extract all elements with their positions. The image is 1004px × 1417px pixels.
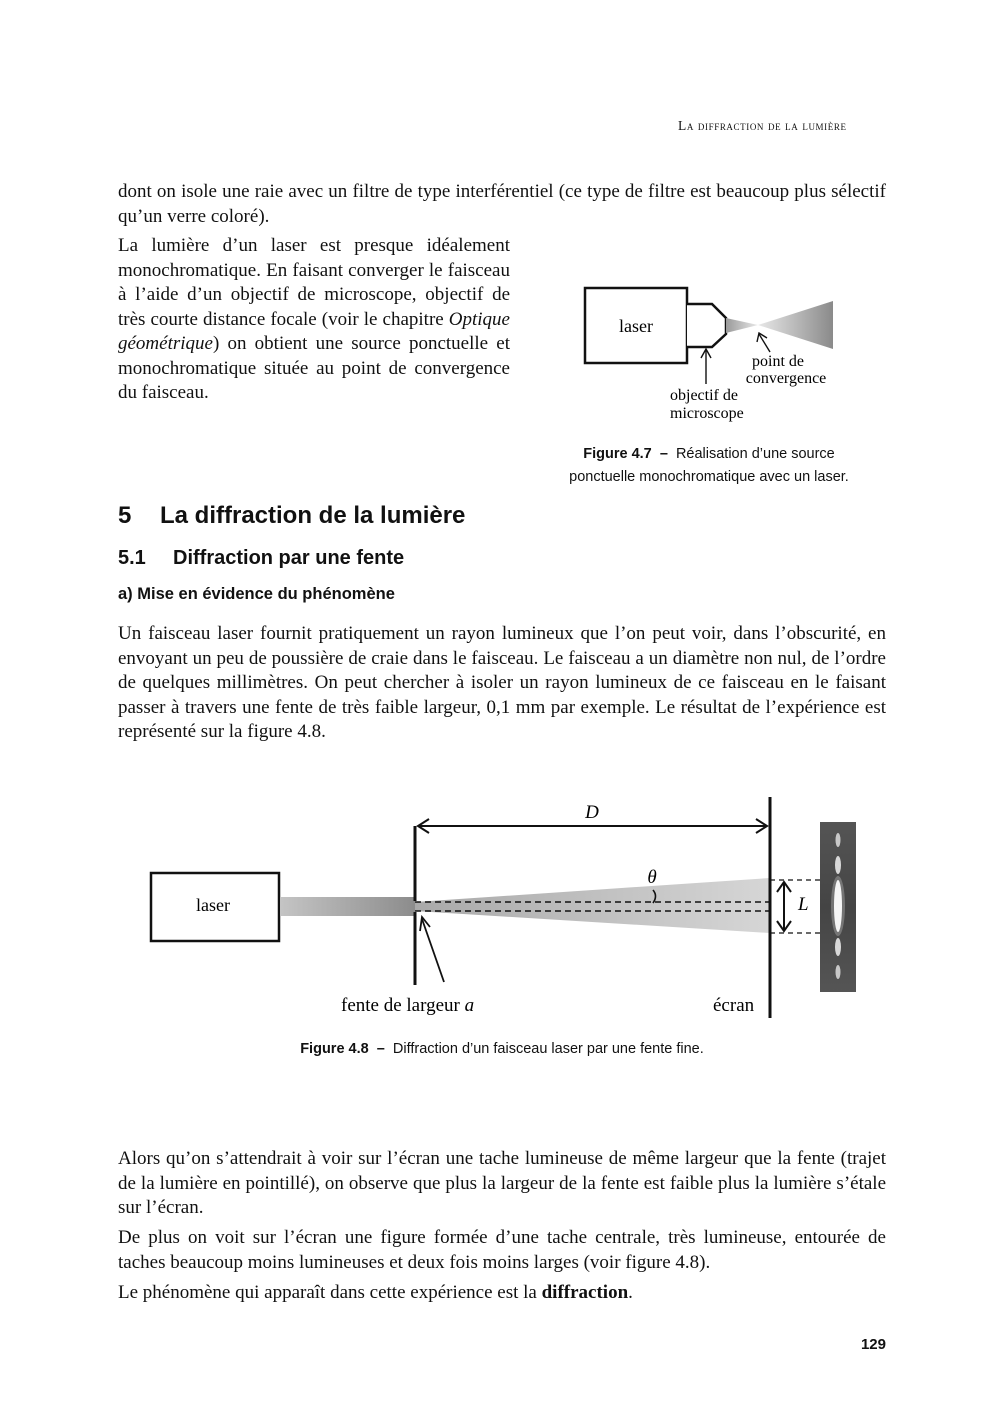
text-run: ) on obtient une source ponctuelle et monochromatique située au point de convergence du faisceau.: [118, 333, 510, 403]
slit-label-text: fente de largeur: [341, 995, 465, 1016]
secondary-fringe: [835, 856, 841, 874]
diverging-beam: [758, 301, 833, 349]
screen-label: écran: [713, 995, 755, 1016]
section-number: 5: [118, 502, 132, 529]
point-label-1: point de: [752, 353, 804, 370]
section-title: La diffraction de la lumière: [160, 502, 466, 529]
chapter-reference: Optique géométrique: [118, 308, 510, 354]
paragraph-pattern: De plus on voit sur l’écran une figure formée d’une tache centrale, très lumineuse, entourée de taches beaucoup moins lumineuses et deux fois moins larges (voir figure 4.8).: [118, 1227, 886, 1273]
incident-beam: [281, 897, 415, 916]
secondary-fringe: [836, 965, 841, 979]
paragraph-experiment: Un faisceau laser fournit pratiquement un rayon lumineux que l’on peut voir, dans l’obscurité, en envoyant un peu de poussière de craie dans le faisceau. Le faisceau a un diamètre non nul, de l’ordre de quelques millimètres. On peut chercher à isoler un rayon lumineux de ce faisceau en le faisant passer à travers une fente de très faible largeur, 0,1 mm par exemple. Le résultat de l’expérience est représenté sur la figure 4.8.: [118, 623, 886, 742]
diffracted-beam: [415, 878, 770, 933]
central-glow: [831, 876, 845, 936]
subsubsection-heading: a) Mise en évidence du phénomène: [118, 585, 395, 603]
objectif-label-1: objectif de: [670, 387, 738, 404]
laser-label: laser: [619, 316, 653, 336]
text-run: La lumière d’un laser est presque idéalement monochromatique. En faisant converger le faisceau à l’aide d’un objectif de microscope, objectif de très courte distance focale (voir le chapitre: [118, 235, 510, 330]
caption-label: Figure 4.7: [583, 446, 652, 462]
laser-label: laser: [196, 895, 230, 915]
secondary-fringe: [836, 833, 841, 847]
caption-label: Figure 4.8: [300, 1041, 369, 1057]
subsection-number: 5.1: [118, 547, 146, 569]
slit-pointer: [422, 919, 444, 982]
objectif-shape: [687, 304, 726, 347]
point-label-2: convergence: [745, 370, 827, 387]
subsection-heading: [118, 547, 404, 570]
caption-dash: –: [659, 446, 668, 462]
paragraph-filter: dont on isole une raie avec un filtre de type interférentiel (ce type de filtre est beaucoup plus sélectif qu’un verre coloré).: [118, 181, 886, 227]
figure-4-7-caption: [540, 443, 878, 489]
running-header: La diffraction de la lumière: [678, 118, 847, 133]
caption-dash: –: [376, 1041, 385, 1057]
arrowhead: [757, 333, 767, 342]
section-heading: [118, 502, 465, 530]
distance-label: D: [585, 802, 599, 823]
slit-label: [341, 995, 474, 1016]
objectif-label-2: microscope: [670, 405, 744, 422]
caption-text: Diffraction d’un faisceau laser par une fente fine.: [392, 1041, 704, 1057]
paragraph-observation: Alors qu’on s’attendrait à voir sur l’écran une tache lumineuse de même largeur que la fente (trajet de la lumière en pointillé), on observe que plus la largeur de la fente est faible plus la lumière s’étale sur l’écran.: [118, 1148, 886, 1218]
text-run: .: [628, 1282, 633, 1303]
slit-label-var: a: [464, 995, 475, 1016]
figure-4-8-diagram: [140, 790, 870, 1030]
subsection-title: Diffraction par une fente: [173, 547, 405, 569]
caption-text: ponctuelle monochromatique avec un laser.: [569, 469, 849, 485]
caption-text: Réalisation d’une source: [675, 446, 835, 462]
width-label: L: [798, 894, 809, 915]
key-term: diffraction: [541, 1282, 629, 1303]
converging-beam: [726, 318, 758, 333]
figure-4-8-caption: [118, 1038, 886, 1061]
secondary-fringe: [835, 938, 841, 956]
paragraph-laser-source: [118, 234, 510, 406]
figure-4-7-diagram: [540, 270, 880, 430]
text-run: Le phénomène qui apparaît dans cette expérience est la: [118, 1282, 542, 1303]
angle-label: θ: [647, 867, 657, 888]
page-number: 129: [860, 1336, 886, 1353]
paragraph-conclusion: [118, 1281, 886, 1306]
